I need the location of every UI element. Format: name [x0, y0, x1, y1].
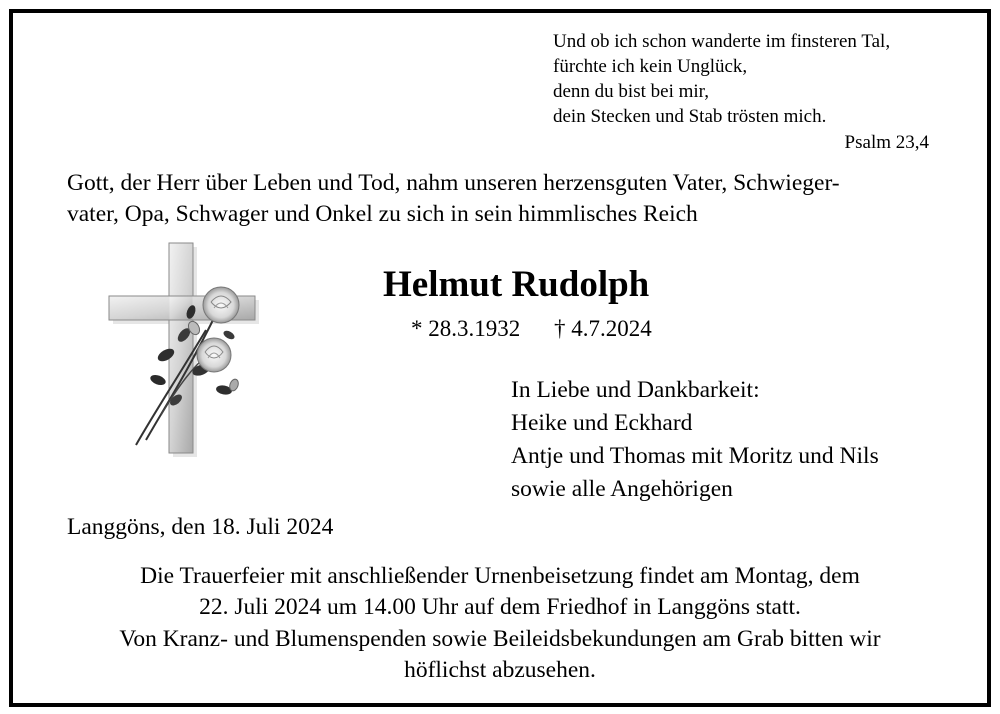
- obituary-card: [9, 9, 991, 707]
- cross-with-roses-icon: [106, 240, 266, 470]
- signer-line: Antje und Thomas mit Moritz und Nils: [511, 443, 879, 469]
- funeral-line: Von Kranz- und Blumenspenden sowie Beileidsbekundungen am Grab bitten wir: [119, 626, 881, 652]
- signer-line: sowie alle Angehörigen: [511, 476, 733, 502]
- funeral-line: 22. Juli 2024 um 14.00 Uhr auf dem Friedhof in Langgöns statt.: [199, 594, 801, 620]
- signer-line: In Liebe und Dankbarkeit:: [511, 377, 760, 403]
- psalm-line: denn du bist bei mir,: [553, 81, 709, 102]
- funeral-line: Die Trauerfeier mit anschließender Urnenbeisetzung findet am Montag, dem: [140, 563, 860, 589]
- place-date: Langgöns, den 18. Juli 2024: [67, 514, 334, 540]
- psalm-line: Und ob ich schon wanderte im finsteren Tal,: [553, 31, 891, 52]
- psalm-line: fürchte ich kein Unglück,: [553, 56, 748, 77]
- birth-date: * 28.3.1932: [411, 316, 521, 341]
- psalm-line: dein Stecken und Stab trösten mich.: [553, 106, 827, 127]
- psalm-reference: Psalm 23,4: [844, 132, 929, 153]
- signer-line: Heike und Eckhard: [511, 410, 693, 436]
- death-date: † 4.7.2024: [554, 316, 652, 341]
- intro-line: Gott, der Herr über Leben und Tod, nahm unseren herzensguten Vater, Schwieger-: [67, 170, 840, 196]
- intro-line: vater, Opa, Schwager und Onkel zu sich in sein himmlisches Reich: [67, 201, 698, 227]
- funeral-line: höflichst abzusehen.: [404, 657, 596, 683]
- deceased-name: Helmut Rudolph: [383, 264, 650, 305]
